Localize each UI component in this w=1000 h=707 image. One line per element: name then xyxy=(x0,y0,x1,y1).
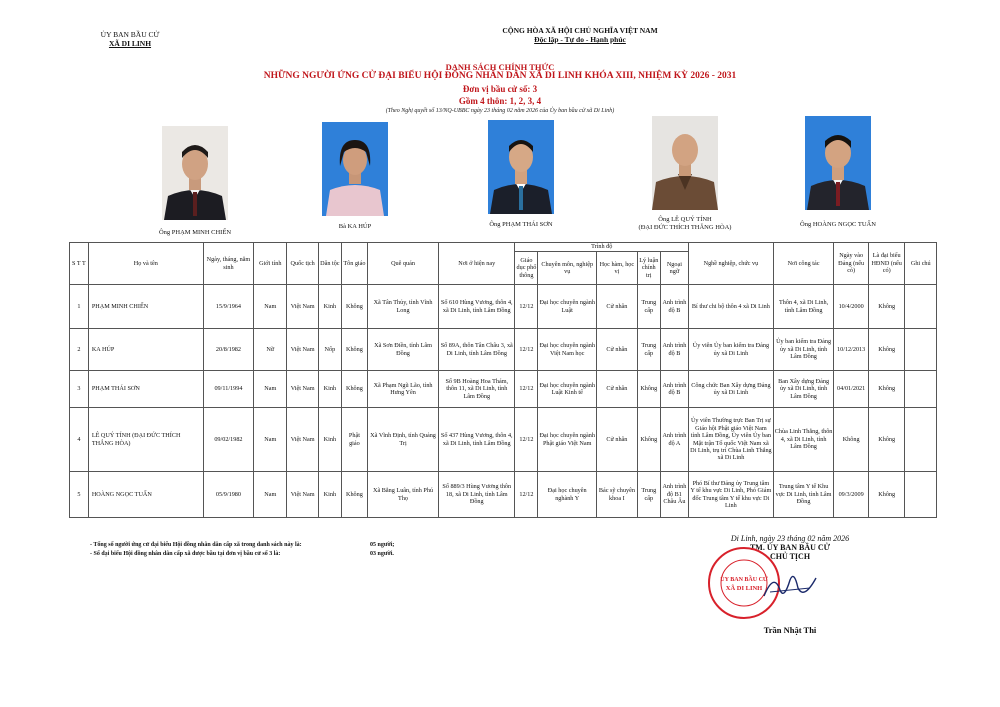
cell-name: PHẠM MINH CHIẾN xyxy=(88,285,203,329)
col-note: Ghi chú xyxy=(905,243,937,285)
cell-hometown: Xã Vĩnh Định, tỉnh Quảng Trị xyxy=(367,408,438,472)
col-ethnic: Dân tộc xyxy=(318,243,341,285)
cell-language: Anh trình độ A xyxy=(660,408,688,472)
col-gender: Giới tính xyxy=(254,243,287,285)
candidate-photo-3 xyxy=(488,120,554,214)
candidate-caption-4a: Ông LÊ QUÝ TÍNH xyxy=(658,216,712,223)
cell-dob: 20/8/1982 xyxy=(203,329,253,371)
sign-date: Di Linh, ngày 23 tháng 02 năm 2026 xyxy=(730,534,850,543)
cell-nationality: Việt Nam xyxy=(287,329,318,371)
col-workplace: Nơi công tác xyxy=(773,243,834,285)
col-stt: S T T xyxy=(70,243,89,285)
candidate-photo-2 xyxy=(322,122,388,216)
col-education-group: Trình độ xyxy=(515,243,689,252)
col-hometown: Quê quán xyxy=(367,243,438,285)
cell-ethnic: Nốp xyxy=(318,329,341,371)
cell-party-date: 04/01/2021 xyxy=(834,371,869,408)
cell-workplace: Chùa Linh Thắng, thôn 4, xã Di Linh, tỉnh Lâm Đồng xyxy=(773,408,834,472)
cell-note xyxy=(905,285,937,329)
cell-language: Anh trình độ B1 Châu Âu xyxy=(660,472,688,518)
cell-name: PHẠM THÁI SƠN xyxy=(88,371,203,408)
cell-council: Không xyxy=(868,472,905,518)
cell-note xyxy=(905,472,937,518)
cell-workplace: Ủy ban kiểm tra Đảng ủy xã Di Linh, tỉnh Lâm Đồng xyxy=(773,329,834,371)
cell-stt: 2 xyxy=(70,329,89,371)
candidate-photo-4 xyxy=(652,116,718,210)
cell-general: 12/12 xyxy=(515,371,538,408)
cell-political: Trung cấp xyxy=(637,472,660,518)
candidate-caption-4b: (ĐẠI ĐỨC THÍCH THẮNG HÒA) xyxy=(638,224,732,231)
cell-political: Trung cấp xyxy=(637,329,660,371)
cell-professional: Đại học chuyên nghành Y xyxy=(538,472,597,518)
cell-residence: Số 9B Hoàng Hoa Thám, thôn 11, xã Di Linh, tỉnh Lâm Đồng xyxy=(439,371,515,408)
cell-nationality: Việt Nam xyxy=(287,472,318,518)
cell-language: Anh trình độ B xyxy=(660,371,688,408)
motto: Độc lập - Tự do - Hạnh phúc xyxy=(534,35,626,44)
cell-occupation: Phó Bí thư Đảng ủy Trung tâm Y tế khu vực Di Linh, Phó Giám đốc Trung tâm Y tế khu vực Di Linh xyxy=(689,472,774,518)
cell-general: 12/12 xyxy=(515,408,538,472)
cell-hometown: Xã Bằng Luân, tỉnh Phú Thọ xyxy=(367,472,438,518)
footer-summary xyxy=(90,541,420,559)
cell-stt: 1 xyxy=(70,285,89,329)
cell-language: Anh trình độ B xyxy=(660,329,688,371)
table-row xyxy=(70,285,937,329)
cell-workplace: Trung tâm Y tế Khu vực Di Linh, tỉnh Lâm Đồng xyxy=(773,472,834,518)
issuing-authority xyxy=(60,30,200,48)
col-general: Giáo dục phổ thông xyxy=(515,252,538,285)
col-dob: Ngày, tháng, năm sinh xyxy=(203,243,253,285)
cell-degree: Cử nhân xyxy=(596,371,637,408)
cell-degree: Cử nhân xyxy=(596,285,637,329)
stamp-text-2: XÃ DI LINH xyxy=(725,585,763,592)
cell-occupation: Ủy viên Thường trực Ban Trị sự Giáo hội Phật giáo Việt Nam tỉnh Lâm Đồng, Ủy viên Ủy ban Mặt trận Tổ quốc Việt Nam xã Di Linh, trụ trì Chùa Linh Thắng xã Di Linh xyxy=(689,408,774,472)
col-occupation: Nghề nghiệp, chức vụ xyxy=(689,243,774,285)
cell-professional: Đại học chuyên ngành Phật giáo Việt Nam xyxy=(538,408,597,472)
cell-political: Không xyxy=(637,408,660,472)
col-nationality: Quốc tịch xyxy=(287,243,318,285)
cell-name: KA HÚP xyxy=(88,329,203,371)
col-name: Họ và tên xyxy=(88,243,203,285)
cell-religion: Không xyxy=(341,329,367,371)
cell-workplace: Ban Xây dựng Đảng ủy xã Di Linh, tỉnh Lâm Đồng xyxy=(773,371,834,408)
cell-council: Không xyxy=(868,285,905,329)
cell-ethnic: Kinh xyxy=(318,408,341,472)
cell-general: 12/12 xyxy=(515,285,538,329)
signer-name: Trần Nhật Thi xyxy=(763,625,817,635)
cell-degree: Cử nhân xyxy=(596,329,637,371)
cell-occupation: Bí thư chi bộ thôn 4 xã Di Linh xyxy=(689,285,774,329)
candidate-caption-1: Ông PHẠM MINH CHIẾN xyxy=(158,229,232,236)
table-row xyxy=(70,329,937,371)
cell-gender: Nam xyxy=(254,472,287,518)
cell-party-date: 10/12/2013 xyxy=(834,329,869,371)
col-language: Ngoại ngữ xyxy=(660,252,688,285)
table-row xyxy=(70,408,937,472)
cell-general: 12/12 xyxy=(515,472,538,518)
cell-workplace: Thôn 4, xã Di Linh, tỉnh Lâm Đồng xyxy=(773,285,834,329)
doc-subtitle: NHỮNG NGƯỜI ỨNG CỬ ĐẠI BIỂU HỘI ĐỒNG NHÂN DÂN XÃ DI LINH KHÓA XIII, NHIỆM KỲ 2026 - 2031 xyxy=(263,71,737,81)
cell-occupation: Ủy viên Ủy ban kiểm tra Đảng ủy xã Di Linh xyxy=(689,329,774,371)
cell-party-date: 10/4/2000 xyxy=(834,285,869,329)
cell-note xyxy=(905,408,937,472)
cell-professional: Đại học chuyên ngành Luật xyxy=(538,285,597,329)
cell-name: LÊ QUÝ TÍNH (ĐẠI ĐỨC THÍCH THẮNG HÒA) xyxy=(88,408,203,472)
col-residence: Nơi ở hiện nay xyxy=(439,243,515,285)
sign-role: CHỦ TỊCH xyxy=(769,552,811,561)
authority-line2: XÃ DI LINH xyxy=(108,39,152,48)
cell-council: Không xyxy=(868,329,905,371)
candidate-photo-1 xyxy=(162,126,228,220)
candidate-caption-5: Ông HOÀNG NGỌC TUẤN xyxy=(800,221,876,228)
total-value: 05 người; xyxy=(370,542,395,548)
elect-value: 03 người. xyxy=(370,551,394,557)
cell-dob: 09/11/1994 xyxy=(203,371,253,408)
candidate-table xyxy=(69,242,937,518)
cell-ethnic: Kinh xyxy=(318,285,341,329)
candidate-caption-2: Bà KA HÚP xyxy=(338,223,372,230)
cell-language: Anh trình độ B xyxy=(660,285,688,329)
cell-degree: Cử nhân xyxy=(596,408,637,472)
cell-residence: Số 889/3 Hùng Vương thôn 18, xã Di Linh, tỉnh Lâm Đồng xyxy=(439,472,515,518)
col-degree: Học hàm, học vị xyxy=(596,252,637,285)
cell-religion: Không xyxy=(341,371,367,408)
col-religion: Tôn giáo xyxy=(341,243,367,285)
cell-stt: 3 xyxy=(70,371,89,408)
total-label: - Tổng số người ứng cử đại biểu Hội đồng nhân dân cấp xã trong danh sách này là: xyxy=(90,542,302,548)
elect-label: - Số đại biểu Hội đồng nhân dân cấp xã được bầu tại đơn vị bầu cử số 3 là: xyxy=(90,551,281,557)
candidate-photo-5 xyxy=(805,116,871,210)
country-name: CỘNG HÒA XÃ HỘI CHỦ NGHĨA VIỆT NAM xyxy=(502,26,658,35)
resolution-note: (Theo Nghị quyết số 13/NQ-UBBC ngày 23 tháng 02 năm 2026 của Ủy ban bầu cử xã Di Linh) xyxy=(385,108,615,114)
cell-political: Trung cấp xyxy=(637,285,660,329)
cell-stt: 4 xyxy=(70,408,89,472)
cell-political: Không xyxy=(637,371,660,408)
cell-gender: Nam xyxy=(254,408,287,472)
election-unit: Đơn vị bầu cử số: 3 xyxy=(462,84,538,94)
cell-residence: Số 89A, thôn Tân Châu 3, xã Di Linh, tỉnh Lâm Đồng xyxy=(439,329,515,371)
authority-line1: ỦY BAN BẦU CỬ xyxy=(100,30,160,39)
cell-nationality: Việt Nam xyxy=(287,408,318,472)
cell-hometown: Xã Phạm Ngũ Lão, tỉnh Hưng Yên xyxy=(367,371,438,408)
cell-gender: Nữ xyxy=(254,329,287,371)
cell-dob: 15/9/1964 xyxy=(203,285,253,329)
cell-stt: 5 xyxy=(70,472,89,518)
cell-name: HOÀNG NGỌC TUẤN xyxy=(88,472,203,518)
col-professional: Chuyên môn, nghiệp vụ xyxy=(538,252,597,285)
col-party-date: Ngày vào Đảng (nếu có) xyxy=(834,243,869,285)
villages: Gồm 4 thôn: 1, 2, 3, 4 xyxy=(458,96,542,106)
cell-residence: Số 437 Hùng Vương, thôn 4, xã Di Linh, tỉnh Lâm Đồng xyxy=(439,408,515,472)
cell-nationality: Việt Nam xyxy=(287,371,318,408)
cell-professional: Đại học chuyên ngành Việt Nam học xyxy=(538,329,597,371)
cell-dob: 09/02/1982 xyxy=(203,408,253,472)
cell-ethnic: Kinh xyxy=(318,472,341,518)
cell-party-date: Không xyxy=(834,408,869,472)
cell-religion: Không xyxy=(341,285,367,329)
cell-professional: Đại học chuyên ngành Luật Kinh tế xyxy=(538,371,597,408)
cell-degree: Bác sỹ chuyên khoa I xyxy=(596,472,637,518)
cell-occupation: Công chức Ban Xây dựng Đảng ủy xã Di Linh xyxy=(689,371,774,408)
cell-council: Không xyxy=(868,371,905,408)
cell-dob: 05/9/1980 xyxy=(203,472,253,518)
doc-title: DANH SÁCH CHÍNH THỨC xyxy=(445,62,555,72)
cell-residence: Số 610 Hùng Vương, thôn 4, xã Di Linh, tỉnh Lâm Đồng xyxy=(439,285,515,329)
sign-org: TM. ỦY BAN BẦU CỬ xyxy=(749,543,831,552)
cell-religion: Phật giáo xyxy=(341,408,367,472)
cell-gender: Nam xyxy=(254,371,287,408)
cell-religion: Không xyxy=(341,472,367,518)
cell-note xyxy=(905,329,937,371)
cell-hometown: Xã Sơn Điền, tỉnh Lâm Đồng xyxy=(367,329,438,371)
cell-general: 12/12 xyxy=(515,329,538,371)
national-motto xyxy=(460,26,700,44)
col-political: Lý luận chính trị xyxy=(637,252,660,285)
cell-council: Không xyxy=(868,408,905,472)
table-row xyxy=(70,371,937,408)
stamp-text-1: ỦY BAN BẦU CỬ xyxy=(720,577,768,583)
col-council: Là đại biểu HĐND (nếu có) xyxy=(868,243,905,285)
cell-hometown: Xã Tân Thủy, tỉnh Vĩnh Long xyxy=(367,285,438,329)
candidate-caption-3: Ông PHẠM THÁI SƠN xyxy=(489,221,553,228)
cell-nationality: Việt Nam xyxy=(287,285,318,329)
table-row xyxy=(70,472,937,518)
cell-ethnic: Kinh xyxy=(318,371,341,408)
cell-gender: Nam xyxy=(254,285,287,329)
cell-party-date: 09/3/2009 xyxy=(834,472,869,518)
cell-note xyxy=(905,371,937,408)
handwritten-signature xyxy=(760,566,820,606)
